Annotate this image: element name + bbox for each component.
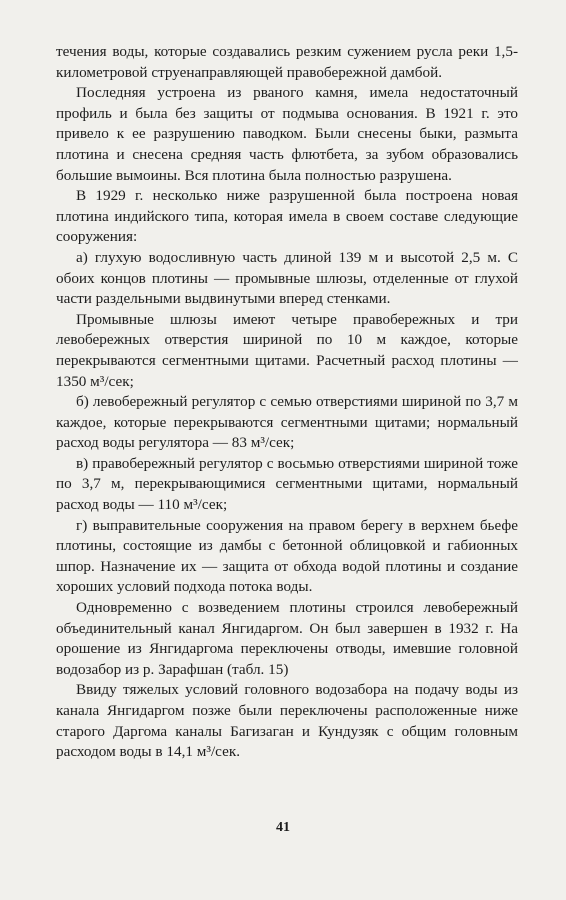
paragraph-2: Последняя устроена из рваного камня, имела недостаточный профиль и была без защиты от подмыва основания. В 1921 г. это привело к ее разрушению паводком. Были снесены быки, размыта плотина и снесена средняя часть флютбета, за зубом образовались большие вымоины. Вся плотина была полностью разрушена.: [56, 84, 518, 184]
paragraph-1: течения воды, которые создавались резким сужением русла реки 1,5-километровой струенаправляющей правобережной дамбой.: [56, 43, 518, 81]
paragraph-7: в) правобережный регулятор с восьмью отверстиями шириной тоже по 3,7 м, перекрывающимися сегментными щитами, нормальный расход воды — 110 м³/сек;: [56, 454, 518, 514]
paragraph-4: а) глухую водосливную часть длиной 139 м и высотой 2,5 м. С обоих концов плотины — промывные шлюзы, отделенные от глухой части раздельными выдвинутыми вперед стенками.: [56, 248, 518, 308]
paragraph-9: Одновременно с возведением плотины строился левобережный объединительный канал Янгидаргом. Он был завершен в 1932 г. На орошение из Янгидаргома переключены отводы, имевшие головной водозабор из р. Зарафшан (табл. 15): [56, 599, 518, 678]
paragraph-8: г) выправительные сооружения на правом берегу в верхнем бьефе плотины, состоящие из дамбы с бетонной облицовкой и габионных шпор. Назначение их — защита от обхода водой плотины и создание хороших условий подхода потока воды.: [56, 516, 518, 596]
paragraph-5: Промывные шлюзы имеют четыре правобережных и три левобережных отверстия шириной по 10 м каждое, которые перекрываются сегментными щитами. Расчетный расход плотины — 1350 м³/сек;: [56, 310, 518, 390]
paragraph-3: В 1929 г. несколько ниже разрушенной была построена новая плотина индийского типа, которая имела в своем составе следующие сооружения:: [56, 187, 518, 246]
page-number: 41: [276, 820, 290, 835]
paragraph-6: б) левобережный регулятор с семью отверстиями шириной по 3,7 м каждое, которые перекрываются сегментными щитами; нормальный расход воды регулятора — 83 м³/сек;: [56, 393, 518, 452]
paragraph-10: Ввиду тяжелых условий головного водозабора на подачу воды из канала Янгидаргом позже были переключены расположенные ниже старого Даргома каналы Багизаган и Кундузяк с общим головным расходом воды в 14,1 м³/сек.: [56, 681, 518, 761]
page-body: [56, 42, 518, 763]
